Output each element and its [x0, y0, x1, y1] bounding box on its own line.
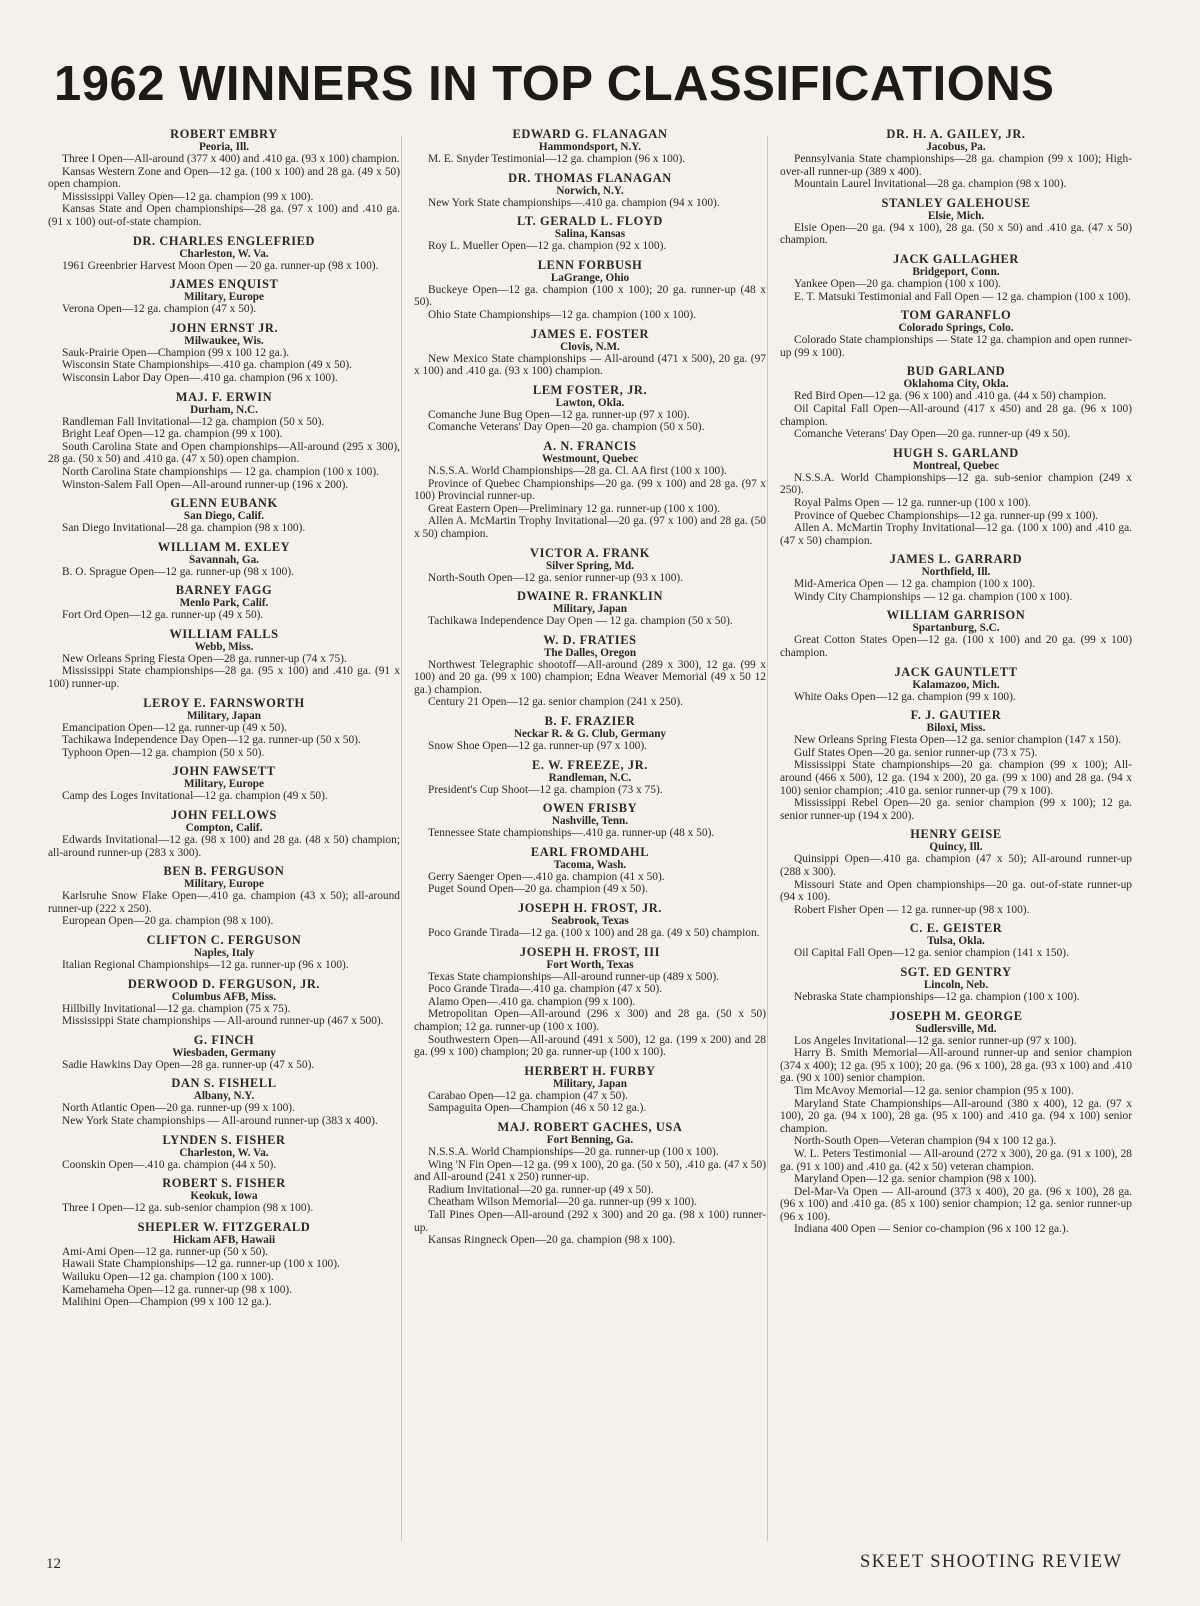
winner-location: Bridgeport, Conn. — [912, 265, 1000, 278]
winner-record: Kansas Ringneck Open—20 ga. champion (98 x 100). — [428, 1234, 676, 1247]
winner-record: Italian Regional Championships—12 ga. runner-up (96 x 100). — [62, 959, 349, 971]
winner-record: Nebraska State championships—12 ga. champion (100 x 100). — [794, 990, 1080, 1003]
winner-record: Karlsruhe Snow Flake Open—.410 ga. champion (43 x 50); all-around runner-up (222 x 250). — [48, 890, 400, 915]
winner-record: Edwards Invitational—12 ga. (98 x 100) and 28 ga. (48 x 50) champion; all-around runner-up (283 x 300). — [48, 834, 400, 859]
winner-record: Indiana 400 Open — Senior co-champion (96 x 100 12 ga.). — [794, 1223, 1069, 1236]
winner-record: Tachikawa Independence Day Open — 12 ga. champion (50 x 50). — [428, 615, 733, 628]
winner-record: Camp des Loges Invitational—12 ga. champion (49 x 50). — [62, 790, 328, 803]
winner-location: Neckar R. & G. Club, Germany — [513, 728, 667, 741]
winner-record: Hillbilly Invitational—12 ga. champion (75 x 75). — [62, 1002, 291, 1015]
winner-record: Red Bird Open—12 ga. (96 x 100) and .410 ga. (44 x 50) champion. — [794, 390, 1107, 403]
winner-record: North Carolina State championships — 12 ga. champion (100 x 100). — [62, 465, 379, 478]
winner-record: Mississippi State championships — All-around runner-up (467 x 500). — [62, 1015, 384, 1028]
winner-record: San Diego Invitational—28 ga. champion (98 x 100). — [62, 522, 306, 535]
winner-entry — [48, 322, 400, 385]
winner-name: EDWARD G. FLANAGAN — [512, 127, 668, 141]
winner-name: STANLEY GALEHOUSE — [881, 195, 1031, 210]
winner-record: Roy L. Mueller Open—12 ga. champion (92 x 100). — [428, 240, 667, 253]
winner-location: Salina, Kansas — [554, 228, 626, 241]
winner-record: South Carolina State and Open championships—All-around (295 x 300), 28 ga. (50 x 50) and .410 ga. (47 x 50) open champion. — [48, 440, 400, 466]
winner-record: Pennsylvania State championships—28 ga. champion (99 x 100); High-over-all runner-up (389 x 400). — [780, 153, 1132, 178]
winner-record: New Mexico State championships — All-around (471 x 500), 20 ga. (97 x 100) and .410 ga. (93 x 100) champion. — [414, 352, 766, 378]
winner-record: Los Angeles Invitational—12 ga. senior runner-up (97 x 100). — [794, 1034, 1077, 1047]
winner-entry — [414, 172, 766, 210]
winner-record: Robert Fisher Open — 12 ga. runner-up (98 x 100). — [794, 903, 1030, 916]
winner-name: TOM GARANFLO — [900, 308, 1012, 323]
winner-record: New York State championships — All-around runner-up (383 x 400). — [62, 1114, 378, 1127]
winner-entry — [48, 765, 400, 803]
winner-location: Military, Japan — [553, 1077, 627, 1090]
winner-record: Cheatham Wilson Memorial—20 ga. runner-up (99 x 100). — [428, 1196, 697, 1209]
winner-name: WILLIAM GARRISON — [886, 608, 1026, 623]
winner-record: Ohio State Championships—12 ga. champion (100 x 100). — [428, 308, 696, 321]
winner-record: Three I Open—All-around (377 x 400) and .410 ga. (93 x 100) champion. — [62, 153, 400, 165]
winner-name: LENN FORBUSH — [537, 257, 643, 272]
winner-entry — [48, 235, 400, 273]
winner-record: W. L. Peters Testimonial — All-around (272 x 300), 20 ga. (91 x 100), 28 ga. (91 x 100) and .410 ga. (42 x 50) veteran champion. — [780, 1147, 1132, 1173]
winner-record: New Orleans Spring Fiesta Open—28 ga. runner-up (74 x 75). — [62, 652, 347, 665]
winner-record: Southwestern Open—All-around (491 x 500), 12 ga. (199 x 200) and 28 ga. (99 x 100) champion; 20 ga. runner-up (100 x 100). — [414, 1033, 766, 1059]
winner-record: Province of Quebec Championships—12 ga. runner-up (99 x 100). — [794, 509, 1099, 522]
page-number: 12 — [46, 1556, 61, 1572]
winner-name: DAN S. FISHELL — [171, 1076, 277, 1091]
winner-record: Mississippi Valley Open—12 ga. champion (99 x 100). — [62, 190, 314, 203]
winner-record: Verona Open—12 ga. champion (47 x 50). — [62, 303, 257, 316]
winner-entry — [48, 1134, 400, 1172]
winner-entry — [48, 628, 400, 691]
winner-name: LEROY E. FARNSWORTH — [143, 695, 305, 710]
winner-name: LYNDEN S. FISHER — [162, 1132, 286, 1147]
winner-record: Del-Mar-Va Open — All-around (373 x 400), 20 ga. (96 x 100), 28 ga. (96 x 100) and .410 ga. (85 x 100) senior champion; 12 ga. senior runner-up (96 x 100). — [780, 1185, 1132, 1223]
winner-location: LaGrange, Ohio — [550, 271, 630, 284]
winner-location: Northfield, Ill. — [921, 566, 991, 579]
winner-name: SHEPLER W. FITZGERALD — [137, 1219, 311, 1234]
winner-record: Radium Invitational—20 ga. runner-up (49 x 50). — [428, 1183, 654, 1196]
winner-record: Coonskin Open—.410 ga. champion (44 x 50). — [62, 1158, 277, 1171]
winner-location: Menlo Park, Calif. — [179, 597, 269, 610]
winner-record: N.S.S.A. World Championships—20 ga. runner-up (100 x 100). — [428, 1145, 719, 1158]
winner-location: Quincy, Ill. — [929, 841, 983, 854]
winner-record: N.S.S.A. World Championships—12 ga. sub-senior champion (249 x 250). — [780, 471, 1132, 497]
column-1 — [48, 128, 400, 1315]
winner-entry — [780, 128, 1132, 191]
winner-record: Randleman Fall Invitational—12 ga. champion (50 x 50). — [62, 415, 325, 428]
winner-location: Webb, Miss. — [194, 640, 254, 653]
winner-name: HUGH S. GARLAND — [893, 445, 1019, 460]
winner-record: Three I Open—12 ga. sub-senior champion (98 x 100). — [62, 1202, 314, 1215]
winner-location: Elsie, Mich. — [927, 209, 985, 222]
winner-record: N.S.S.A. World Championships—28 ga. Cl. AA first (100 x 100). — [428, 464, 727, 477]
winner-name: JOSEPH M. GEORGE — [889, 1008, 1023, 1023]
winner-location: Biloxi, Miss. — [926, 722, 986, 735]
winner-name: A. N. FRANCIS — [543, 438, 637, 453]
winner-location: Randleman, N.C. — [548, 771, 632, 784]
winner-entry — [414, 215, 766, 253]
winner-location: Hammondsport, N.Y. — [538, 141, 642, 153]
column-2 — [414, 128, 766, 1253]
winner-record: E. T. Matsuki Testimonial and Fall Open — 12 ga. champion (100 x 100). — [794, 290, 1131, 303]
winner-record: Ami-Ami Open—12 ga. runner-up (50 x 50). — [62, 1245, 269, 1258]
winner-entry — [414, 547, 766, 585]
winner-record: Tall Pines Open—All-around (292 x 300) and 20 ga. (98 x 100) runner-up. — [414, 1208, 766, 1234]
winner-record: Gerry Saenger Open—.410 ga. champion (41 x 50). — [428, 870, 665, 883]
winner-record: Mississippi State championships—20 ga. champion (99 x 100); All-around (466 x 500), 12 ga. (194 x 200), 20 ga. (99 x 100) and 28 ga. (94 x 100) senior champion; .410 ga. senior runner-up (79 x 100). — [780, 759, 1132, 797]
winner-record: Wisconsin Labor Day Open—.410 ga. champion (96 x 100). — [62, 371, 338, 384]
winner-entry — [780, 253, 1132, 303]
winner-location: Montreal, Quebec — [912, 459, 1000, 472]
winner-entry — [48, 978, 400, 1028]
winner-record: President's Cup Shoot—12 ga. champion (73 x 75). — [428, 783, 663, 796]
winner-location: The Dalles, Oregon — [543, 646, 637, 659]
winner-record: Alamo Open—.410 ga. champion (99 x 100). — [428, 995, 636, 1008]
winner-record: Comanche Veterans' Day Open—20 ga. runner-up (49 x 50). — [794, 428, 1071, 441]
winner-location: Seabrook, Texas — [551, 915, 629, 928]
winner-record: Oil Capital Fall Open—12 ga. senior champion (141 x 150). — [794, 947, 1069, 960]
winner-entry — [780, 447, 1132, 548]
winner-name: DR. CHARLES ENGLEFRIED — [132, 233, 316, 248]
winner-record: Comanche June Bug Open—12 ga. runner-up (97 x 100). — [428, 408, 690, 421]
winner-entry — [48, 1177, 400, 1215]
winner-location: Military, Europe — [184, 878, 264, 891]
winner-location: Silver Spring, Md. — [545, 559, 635, 572]
winner-record: Poco Grande Tirada—.410 ga. champion (47 x 50). — [428, 983, 663, 996]
winner-location: Lincoln, Neb. — [923, 978, 989, 991]
winner-entry — [48, 934, 400, 972]
winner-record: Hawaii State Championships—12 ga. runner-up (100 x 100). — [62, 1258, 340, 1271]
winner-name: JAMES ENQUIST — [169, 277, 279, 292]
winner-record: Colorado State championships — State 12 ga. champion and open runner-up (99 x 100). — [780, 334, 1132, 359]
winner-name: LT. GERALD L. FLOYD — [516, 214, 663, 229]
winner-entry — [414, 384, 766, 434]
winner-name: EARL FROMDAHL — [530, 844, 650, 859]
winner-record: Emancipation Open—12 ga. runner-up (49 x 50). — [62, 721, 287, 734]
winner-record: Mountain Laurel Invitational—28 ga. champion (98 x 100). — [794, 178, 1067, 191]
winner-entry — [48, 697, 400, 760]
winner-record: North-South Open—12 ga. senior runner-up (93 x 100). — [428, 571, 684, 584]
winner-record: Sampaguita Open—Champion (46 x 50 12 ga.). — [428, 1102, 647, 1115]
winner-location: Military, Japan — [187, 709, 261, 722]
winner-record: New York State championships—.410 ga. champion (94 x 100). — [428, 196, 720, 209]
winner-name: WILLIAM FALLS — [169, 626, 279, 641]
winner-record: Carabao Open—12 ga. champion (47 x 50). — [428, 1089, 628, 1102]
winner-name: G. FINCH — [193, 1032, 255, 1047]
winner-record: North-South Open—Veteran champion (94 x 100 12 ga.). — [794, 1135, 1057, 1148]
winner-entry — [414, 440, 766, 541]
winner-name: B. F. FRAZIER — [544, 714, 636, 729]
winner-location: Naples, Italy — [193, 947, 255, 959]
winner-entry — [414, 1065, 766, 1115]
winner-entry — [48, 391, 400, 492]
winner-record: Oil Capital Fall Open—All-around (417 x 450) and 28 ga. (96 x 100) champion. — [780, 402, 1132, 428]
winner-location: Savannah, Ga. — [189, 553, 259, 566]
winner-record: Quinsippi Open—.410 ga. champion (47 x 50); All-around runner-up (288 x 300). — [780, 853, 1132, 878]
winner-name: JOHN ERNST JR. — [169, 320, 279, 335]
winner-record: Royal Palms Open — 12 ga. runner-up (100 x 100). — [794, 496, 1031, 509]
winner-record: Century 21 Open—12 ga. senior champion (241 x 250). — [428, 696, 683, 709]
winner-record: Kamehameha Open—12 ga. runner-up (98 x 100). — [62, 1283, 293, 1296]
column-divider — [767, 136, 768, 1541]
winner-location: Charleston, W. Va. — [179, 247, 269, 260]
winner-location: Hickam AFB, Hawaii — [172, 1233, 276, 1246]
winner-location: Keokuk, Iowa — [190, 1190, 258, 1203]
winner-entry — [414, 259, 766, 322]
winner-entry — [414, 946, 766, 1059]
winner-record: B. O. Sprague Open—12 ga. runner-up (98 x 100). — [62, 565, 294, 578]
winner-name: DR. H. A. GAILEY, JR. — [886, 127, 1026, 141]
winner-location: Norwich, N.Y. — [556, 184, 624, 197]
winner-name: HERBERT H. FURBY — [524, 1063, 656, 1078]
winner-entry — [414, 590, 766, 628]
winner-name: DERWOOD D. FERGUSON, JR. — [127, 976, 321, 991]
winner-name: JACK GALLAGHER — [893, 251, 1019, 266]
winner-name: JAMES L. GARRARD — [889, 552, 1023, 567]
winner-name: JOSEPH H. FROST, JR. — [518, 901, 662, 916]
winner-entry — [780, 966, 1132, 1004]
winner-record: Yankee Open—20 ga. champion (100 x 100). — [794, 277, 1001, 290]
winner-record: Northwest Telegraphic shootoff—All-around (289 x 300), 12 ga. (99 x 100) and 20 ga. (99 x 100) champion; Edna Weaver Memorial (49 x 50 12 ga.) champion. — [414, 658, 766, 696]
winner-location: Military, Europe — [184, 291, 264, 304]
winner-record: Tachikawa Independence Day Open—12 ga. runner-up (50 x 50). — [62, 734, 361, 747]
winner-record: Kansas State and Open championships—28 ga. (97 x 100) and .410 ga. (91 x 100) out-of-state champion. — [48, 203, 400, 228]
winner-record: Mississippi Rebel Open—20 ga. senior champion (99 x 100); 12 ga. senior runner-up (194 x 200). — [780, 797, 1132, 822]
winner-record: Mississippi State championships—28 ga. (95 x 100) and .410 ga. (91 x 100) runner-up. — [48, 665, 400, 691]
winner-name: BARNEY FAGG — [175, 583, 273, 598]
winner-name: JOHN FELLOWS — [171, 808, 277, 823]
winner-location: Nashville, Tenn. — [551, 815, 629, 828]
winner-name: JOSEPH H. FROST, III — [519, 944, 661, 959]
winner-name: BUD GARLAND — [906, 364, 1006, 379]
winner-entry — [414, 802, 766, 840]
winner-entry — [414, 1121, 766, 1247]
winner-entry — [414, 328, 766, 378]
winner-name: SGT. ED GENTRY — [900, 964, 1012, 979]
winner-location: San Diego, Calif. — [183, 510, 265, 523]
winner-record: Tim McAvoy Memorial—12 ga. senior champion (95 x 100). — [794, 1084, 1074, 1097]
winner-entry — [414, 715, 766, 753]
winner-record: European Open—20 ga. champion (98 x 100). — [62, 915, 274, 928]
winner-name: C. E. GEISTER — [909, 921, 1003, 936]
winner-location: Kalamazoo, Mich. — [912, 678, 1000, 691]
winner-record: North Atlantic Open—20 ga. runner-up (99 x 100). — [62, 1102, 295, 1115]
winner-record: Comanche Veterans' Day Open—20 ga. champion (50 x 50). — [428, 421, 705, 434]
winner-record: Allen A. McMartin Trophy Invitational—12 ga. (100 x 100) and .410 ga. (47 x 50) champion. — [780, 522, 1132, 547]
winner-entry — [780, 922, 1132, 960]
column-3 — [780, 128, 1132, 1242]
winner-record: Wailuku Open—12 ga. champion (100 x 100). — [62, 1270, 274, 1283]
winner-name: ROBERT S. FISHER — [162, 1176, 286, 1191]
winner-record: Sadie Hawkins Day Open—28 ga. runner-up (47 x 50). — [62, 1058, 315, 1071]
winner-location: Westmount, Quebec — [541, 452, 639, 465]
winner-record: Harry B. Smith Memorial—All-around runner-up and senior champion (374 x 400); 12 ga. (95 x 100); 20 ga. (96 x 100), 28 ga. (93 x 100) and .410 ga. (90 x 100) senior champion. — [780, 1047, 1132, 1085]
winner-location: Compton, Calif. — [185, 822, 263, 835]
winner-record: Sauk-Prairie Open—Champion (99 x 100 12 ga.). — [62, 346, 290, 359]
winner-record: Malihini Open—Champion (99 x 100 12 ga.). — [62, 1296, 272, 1309]
winner-entry — [780, 365, 1132, 440]
winner-entry — [48, 1034, 400, 1072]
winner-name: W. D. FRATIES — [543, 632, 637, 647]
winner-location: Charleston, W. Va. — [179, 1146, 269, 1159]
publication-title: SKEET SHOOTING REVIEW — [860, 1552, 1123, 1572]
winner-entry — [780, 666, 1132, 704]
winner-location: Oklahoma City, Okla. — [903, 378, 1009, 391]
winner-record: Wisconsin State Championships—.410 ga. champion (49 x 50). — [62, 359, 352, 372]
winner-location: Tulsa, Okla. — [927, 935, 985, 948]
winner-record: Maryland Open—12 ga. senior champion (98 x 100). — [794, 1173, 1037, 1186]
winner-entry — [48, 1221, 400, 1309]
winner-record: Typhoon Open—12 ga. champion (50 x 50). — [62, 746, 265, 759]
winner-name: F. J. GAUTIER — [910, 708, 1002, 723]
winner-record: M. E. Snyder Testimonial—12 ga. champion (96 x 100). — [428, 153, 686, 165]
winner-record: Great Cotton States Open—12 ga. (100 x 100) and 20 ga. (99 x 100) champion. — [780, 634, 1132, 660]
winner-record: Kansas Western Zone and Open—12 ga. (100 x 100) and 28 ga. (49 x 50) open champion. — [48, 165, 400, 191]
winner-record: Wing 'N Fin Open—12 ga. (99 x 100), 20 ga. (50 x 50), .410 ga. (47 x 50) and All-around (241 x 250) runner-up. — [414, 1158, 766, 1184]
winner-entry — [414, 846, 766, 896]
winner-location: Columbus AFB, Miss. — [171, 990, 277, 1003]
winner-entry — [780, 609, 1132, 659]
winner-name: JAMES E. FOSTER — [530, 326, 650, 341]
winner-record: Fort Ord Open—12 ga. runner-up (49 x 50). — [62, 609, 264, 622]
winner-record: Puget Sound Open—20 ga. champion (49 x 50). — [428, 883, 648, 896]
winner-location: Clovis, N.M. — [560, 340, 620, 353]
winner-entry — [414, 759, 766, 797]
winner-entry — [414, 902, 766, 940]
winner-record: Elsie Open—20 ga. (94 x 100), 28 ga. (50 x 50) and .410 ga. (47 x 50) champion. — [780, 221, 1132, 247]
winner-entry — [414, 634, 766, 709]
winner-entry — [48, 278, 400, 316]
winner-location: Albany, N.Y. — [193, 1090, 255, 1103]
winner-name: ROBERT EMBRY — [170, 127, 278, 141]
winner-record: Province of Quebec Championships—20 ga. (99 x 100) and 28 ga. (97 x 100) Provincial runner-up. — [414, 477, 766, 503]
winner-name: MAJ. ROBERT GACHES, USA — [497, 1119, 683, 1134]
winner-location: Tacoma, Wash. — [553, 858, 627, 871]
winner-record: Maryland State Championships—All-around (380 x 400), 12 ga. (97 x 100), 20 ga. (94 x 100), 28 ga. (95 x 100) and .410 ga. (94 x 100) senior champion. — [780, 1097, 1132, 1135]
winner-record: Buckeye Open—12 ga. champion (100 x 100); 20 ga. runner-up (48 x 50). — [414, 283, 766, 309]
winner-location: Peoria, Ill. — [198, 141, 250, 153]
winner-record: 1961 Greenbrier Harvest Moon Open — 20 ga. runner-up (98 x 100). — [62, 259, 379, 272]
winner-name: BEN B. FERGUSON — [163, 864, 285, 879]
winner-record: Gulf States Open—20 ga. senior runner-up (73 x 75). — [794, 746, 1038, 759]
winner-location: Fort Benning, Ga. — [546, 1133, 634, 1146]
column-divider — [401, 136, 402, 1541]
winner-name: MAJ. F. ERWIN — [175, 389, 273, 404]
winner-location: Milwaukee, Wis. — [184, 334, 264, 347]
winner-location: Durham, N.C. — [190, 403, 258, 416]
winner-entry — [48, 1077, 400, 1127]
winner-record: Texas State championships—All-around runner-up (489 x 500). — [428, 970, 719, 983]
winner-name: DR. THOMAS FLANAGAN — [508, 170, 672, 185]
winner-entry — [48, 584, 400, 622]
winner-record: Snow Shoe Open—12 ga. runner-up (97 x 100). — [428, 740, 648, 753]
winner-name: JOHN FAWSETT — [172, 764, 276, 779]
page-headline: 1962 WINNERS IN TOP CLASSIFICATIONS — [54, 57, 1055, 111]
winner-name: DWAINE R. FRANKLIN — [516, 589, 664, 604]
winner-entry — [780, 553, 1132, 603]
winner-entry — [780, 1010, 1132, 1237]
winner-name: E. W. FREEZE, JR. — [532, 757, 648, 772]
winner-record: New Orleans Spring Fiesta Open—12 ga. senior champion (147 x 150). — [794, 734, 1122, 747]
winner-location: Lawton, Okla. — [555, 396, 625, 409]
winner-location: Colorado Springs, Colo. — [898, 322, 1014, 335]
winner-record: White Oaks Open—12 ga. champion (99 x 100). — [794, 690, 1016, 703]
winner-location: Jacobus, Pa. — [926, 141, 986, 153]
winner-name: LEM FOSTER, JR. — [532, 382, 648, 397]
winner-location: Military, Japan — [553, 603, 627, 616]
winner-entry — [48, 541, 400, 579]
winner-name: HENRY GEISE — [910, 827, 1002, 842]
winner-entry — [780, 828, 1132, 916]
winner-entry — [48, 865, 400, 928]
winner-location: Fort Worth, Texas — [546, 958, 634, 971]
winner-entry — [48, 128, 400, 229]
winner-entry — [780, 709, 1132, 822]
winner-record: Winston-Salem Fall Open—All-around runner-up (196 x 200). — [62, 478, 349, 491]
winner-entry — [48, 809, 400, 859]
winner-name: WILLIAM M. EXLEY — [157, 539, 291, 554]
winner-entry — [780, 309, 1132, 359]
winner-record: Poco Grande Tirada—12 ga. (100 x 100) and 28 ga. (49 x 50) champion. — [428, 927, 760, 940]
winner-location: Wiesbaden, Germany — [172, 1046, 276, 1059]
winner-record: Metropolitan Open—All-around (296 x 300) and 28 ga. (50 x 50) champion; 12 ga. runner-up (100 x 100). — [414, 1008, 766, 1033]
winner-entry — [48, 497, 400, 535]
winner-record: Windy City Championships — 12 ga. champion (100 x 100). — [794, 590, 1073, 603]
winner-entry — [414, 128, 766, 166]
winner-record: Mid-America Open — 12 ga. champion (100 x 100). — [794, 578, 1036, 591]
winner-location: Spartanburg, S.C. — [912, 622, 1000, 635]
winner-record: Bright Leaf Open—12 ga. champion (99 x 100). — [62, 428, 283, 441]
winner-name: GLENN EUBANK — [170, 496, 278, 511]
winner-name: VICTOR A. FRANK — [530, 545, 650, 560]
winner-location: Sudlersville, Md. — [915, 1022, 997, 1035]
winner-record: Allen A. McMartin Trophy Invitational—20 ga. (97 x 100) and 28 ga. (50 x 50) champion. — [414, 515, 766, 540]
winner-location: Military, Europe — [184, 778, 264, 791]
winner-record: Missouri State and Open championships—20 ga. out-of-state runner-up (94 x 100). — [780, 878, 1132, 904]
winner-name: JACK GAUNTLETT — [894, 664, 1018, 679]
winner-entry — [780, 197, 1132, 247]
winner-name: CLIFTON C. FERGUSON — [146, 933, 302, 947]
winner-record: Great Eastern Open—Preliminary 12 ga. runner-up (100 x 100). — [428, 502, 721, 515]
winner-name: OWEN FRISBY — [542, 801, 638, 816]
winner-record: Tennessee State championships—.410 ga. runner-up (48 x 50). — [428, 827, 715, 840]
